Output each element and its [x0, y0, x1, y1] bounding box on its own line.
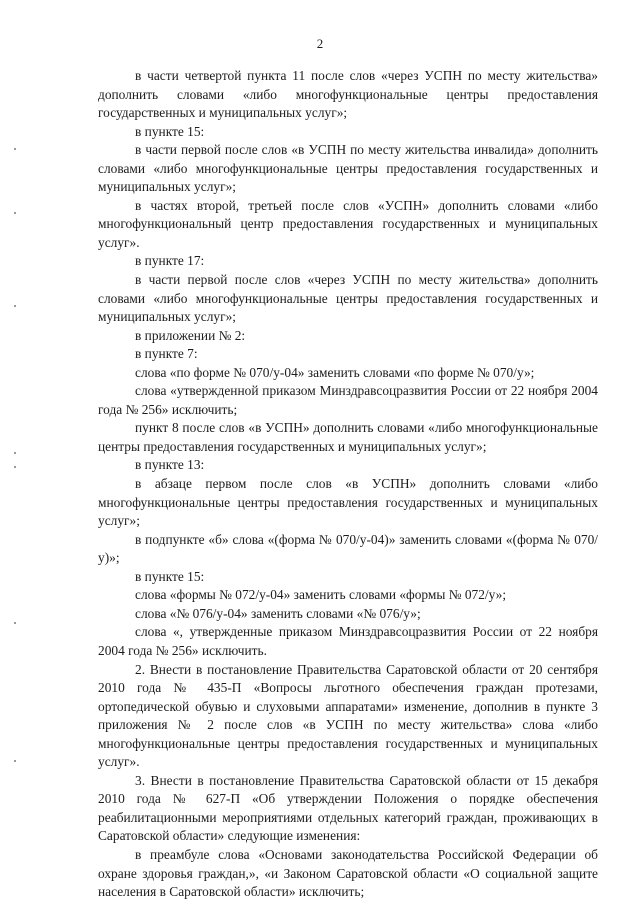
paragraph: слова «утвержденной приказом Минздравсоцразвития России от 22 ноября 2004 года № 256» исключить;	[98, 383, 598, 417]
paragraph: в абзаце первом после слов «в УСПН» дополнить словами «либо многофункциональные центры предоставления государственных и муниципальных услуг»;	[98, 476, 598, 529]
paragraph: в приложении № 2:	[135, 327, 246, 343]
scan-dot	[14, 622, 16, 624]
paragraph: слова «, утвержденные приказом Минздравсоцразвития России от 22 ноября 2004 года № 256» исключить.	[98, 624, 598, 658]
scan-dot	[14, 760, 16, 762]
paragraph: в пункте 7:	[135, 346, 198, 362]
document-body	[98, 67, 598, 902]
paragraph: 3. Внести в постановление Правительства Саратовской области от 15 декабря 2010 года № 627-П «Об утверждении Положения о порядке обеспечения реабилитационными мероприятиями отдельных категорий граждан, проживающих в Саратовской области» следующие изменения:	[98, 772, 598, 844]
paragraph: в частях второй, третьей после слов «УСПН» дополнить словами «либо многофункциональный центр предоставления государственных и муниципальных услуг».	[98, 197, 598, 250]
paragraph: в подпункте «б» слова «(форма № 070/у-04)» заменить словами «(форма № 070/у)»;	[98, 531, 598, 566]
scan-dot	[14, 212, 16, 214]
paragraph: в пункте 17:	[135, 253, 205, 269]
scan-dot	[14, 148, 16, 150]
paragraph: в части первой после слов «в УСПН по месту жительства инвалида» дополнить словами «либо многофункциональные центры предоставления государственных и муниципальных услуг»;	[98, 142, 598, 195]
paragraph: в части первой после слов «через УСПН по месту жительства» дополнить словами «либо многофункциональные центры предоставления государственных и муниципальных услуг»;	[98, 272, 598, 325]
paragraph: в части четвертой пункта 11 после слов «через УСПН по месту жительства» дополнить словами «либо многофункциональные центры предоставления государственных и муниципальных услуг»;	[98, 68, 598, 121]
paragraph: в пункте 15:	[135, 568, 205, 584]
scan-dot	[14, 466, 16, 468]
paragraph: слова «по форме № 070/у-04» заменить словами «по форме № 070/у»;	[135, 364, 535, 380]
paragraph: в пункте 13:	[135, 457, 205, 473]
paragraph: в преамбуле слова «Основами законодательства Российской Федерации об охране здоровья граждан,», «и Законом Саратовской области «О социальной защите населения в Саратовской области» исключить;	[98, 846, 598, 900]
paragraph: слова «№ 076/у-04» заменить словами «№ 076/у»;	[135, 605, 421, 621]
margin-scan-marks	[14, 0, 20, 905]
paragraph: слова «формы № 072/у-04» заменить словами «формы № 072/у»;	[135, 587, 507, 603]
page-number: 2	[316, 36, 324, 51]
scan-dot	[14, 305, 16, 307]
paragraph: 2. Внести в постановление Правительства Саратовской области от 20 сентября 2010 года № 435-П «Вопросы льготного обеспечения граждан протезами, ортопедической обувью и слуховыми аппаратами» изменение, дополнив в пункте 3 приложения № 2 после слов «в УСПН по месту жительства» слова «либо многофункциональные центры предоставления государственных и муниципальных услуг».	[98, 661, 598, 770]
paragraph: в пункте 15:	[135, 123, 205, 139]
scan-dot	[14, 452, 16, 454]
paragraph: пункт 8 после слов «в УСПН» дополнить словами «либо многофункциональные центры предоставления государственных и муниципальных услуг»;	[98, 420, 598, 454]
